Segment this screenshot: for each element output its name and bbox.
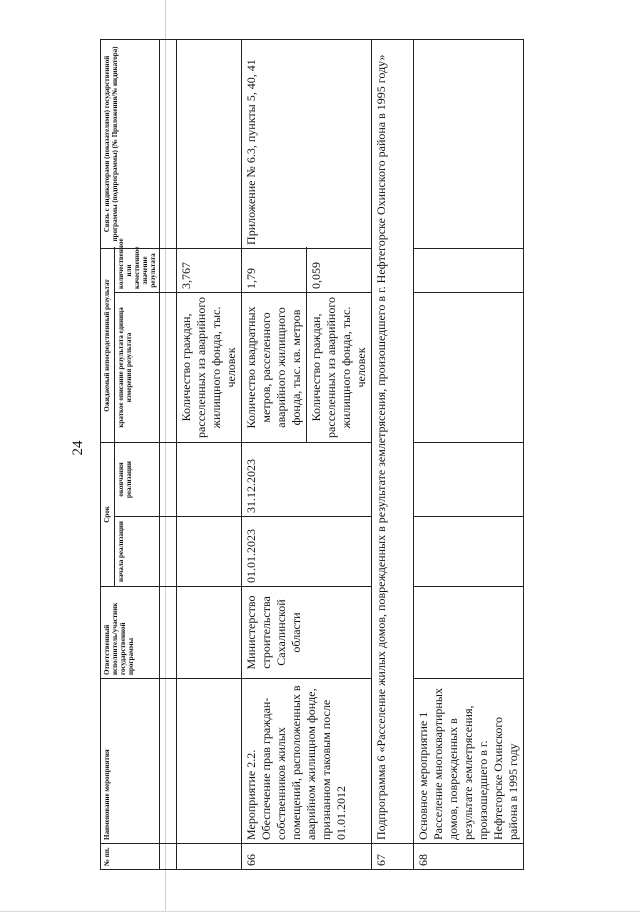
row66-start: 01.01.2023: [242, 517, 372, 587]
row66-executor: Министерство строительства Сахалинской области: [242, 587, 372, 679]
row67-num: 67: [372, 844, 414, 870]
measures-table: [100, 39, 524, 870]
table-row: [242, 39, 307, 869]
header-row: [101, 39, 115, 869]
row66-name: Мероприятие 2.2. Обеспечение прав граждан-собственников жилых помещений, расположенных в аварийном жилищном фонде, признанном таковым после 01.01.2012: [242, 679, 372, 844]
table-row: [160, 39, 177, 869]
header-executor: Ответственный исполнитель/участник государственной программы: [101, 587, 160, 679]
header-result: Ожидаемый непосредственный результат: [101, 248, 115, 442]
row0-result-value: 3,767: [177, 248, 242, 292]
header-name: Наименование мероприятия: [101, 679, 160, 844]
row66-link: Приложение № 6.3, пункты 5, 40, 41: [242, 39, 372, 248]
header-link: Связь с индикаторами (показателями) государственной программы (подпрограммы) (№ Приложения/№ индикатора): [101, 39, 160, 248]
table-row: [177, 39, 242, 869]
header-num: № пп.: [101, 844, 160, 870]
row66-result-desc-1: Количество квадратных метров, расселенного аварийного жилищного фонда, тыс. кв. метров: [242, 292, 307, 442]
header-result-value: количественное или качественное значение результата: [115, 248, 160, 292]
row66-num: 66: [242, 844, 372, 870]
table-row: [372, 39, 414, 869]
row68-name: Основное мероприятие 1 Расселение многоквартирных домов, поврежденных в результате землетрясения, произошедшего в г. Нефтегорске Охинского района в 1995 году: [414, 679, 524, 844]
header-term-end: окончания реализации: [115, 442, 160, 516]
row66-result-value-1: 1,79: [242, 248, 307, 292]
row0-result-desc: Количество граждан, расселенных из аварийного жилищного фонда, тыс. человек: [177, 292, 242, 442]
page-number: 24: [70, 440, 86, 456]
header-term-start: начала реализации: [115, 517, 160, 587]
measures-table-wrapper: [100, 40, 521, 870]
table-row: [414, 39, 524, 869]
row66-result-desc-2: Количество граждан, расселенных из аварийного жилищного фонда, тыс. человек: [307, 292, 372, 442]
row66-result-value-2: 0,059: [307, 248, 372, 292]
row67-subprogram: Подпрограмма 6 «Расселение жилых домов, поврежденных в результате землетрясения, произошедшего в г. Нефтегорске Охинского района в 1995 году»: [372, 39, 414, 843]
row68-num: 68: [414, 844, 524, 870]
row66-end: 31.12.2023: [242, 442, 372, 516]
header-term: Срок: [101, 442, 115, 586]
header-result-desc: краткое описание результата единица измерения результата: [115, 292, 160, 442]
